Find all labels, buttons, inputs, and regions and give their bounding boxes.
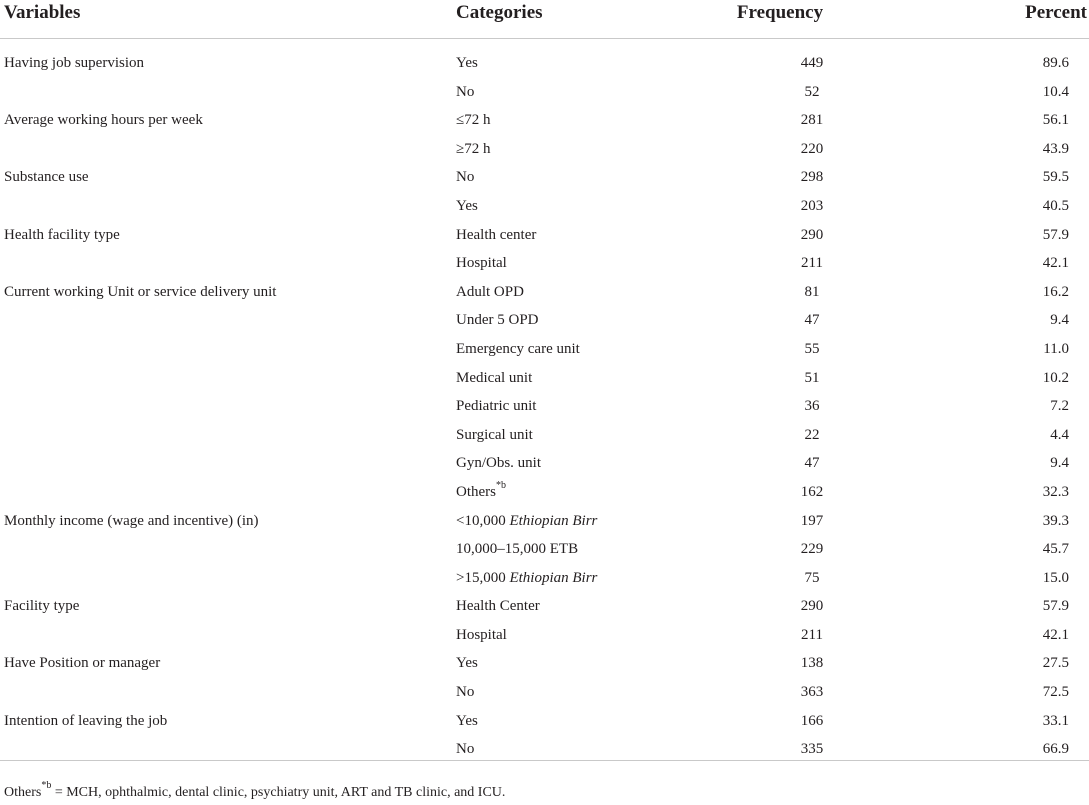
cell-variable: Monthly income (wage and incentive) (in) (4, 512, 259, 529)
cell-category-text: Medical unit (456, 369, 533, 386)
cell-category (456, 449, 541, 478)
table-header (0, 0, 1089, 39)
header-categories: Categories (456, 2, 543, 23)
table-row (0, 564, 1089, 593)
cell-category (456, 364, 532, 393)
cell-frequency: 298 (800, 169, 824, 186)
table-row (0, 678, 1089, 707)
table-row (0, 449, 1089, 478)
cell-percent: 56.1 (1042, 112, 1069, 129)
cell-variable: Have Position or manager (4, 655, 161, 672)
cell-frequency: 47 (804, 312, 820, 329)
cell-category-italic: Ethiopian Birr (509, 569, 598, 586)
cell-percent: 10.4 (1042, 83, 1069, 100)
table-row (0, 192, 1089, 221)
cell-variable: Having job supervision (4, 55, 144, 71)
table-row (0, 535, 1089, 564)
cell-category (456, 49, 478, 78)
table-row (0, 78, 1089, 107)
table-row (0, 106, 1089, 135)
cell-variable: Intention of leaving the job (4, 712, 168, 729)
table-row (0, 421, 1089, 450)
cell-percent: 72.5 (1042, 684, 1069, 701)
cell-category-text: Pediatric unit (456, 398, 537, 415)
table-row (0, 163, 1089, 192)
cell-percent: 89.6 (1042, 55, 1069, 71)
table-row (0, 649, 1089, 678)
cell-percent: 7.2 (1050, 398, 1069, 415)
table-bottom-rule (0, 760, 1089, 761)
cell-percent: 59.5 (1042, 169, 1069, 186)
cell-category-text: Health Center (456, 598, 540, 615)
cell-category-text: No (456, 741, 475, 758)
cell-frequency: 162 (800, 483, 824, 500)
cell-category-text: ≤72 h (456, 112, 491, 129)
cell-variable: Substance use (4, 169, 89, 186)
cell-percent: 42.1 (1042, 255, 1069, 272)
footnote-text: = MCH, ophthalmic, dental clinic, psychiatry unit, ART and TB clinic, and ICU. (51, 785, 506, 800)
cell-category-text: Yes (456, 655, 478, 672)
cell-percent: 42.1 (1042, 626, 1069, 643)
header-percent: Percent (1025, 2, 1087, 23)
cell-frequency: 197 (800, 512, 824, 529)
cell-category-text: Surgical unit (456, 426, 533, 443)
cell-category-text: Emergency care unit (456, 340, 580, 357)
cell-category (456, 421, 533, 450)
cell-category (456, 192, 478, 221)
cell-category (456, 306, 539, 335)
cell-frequency: 290 (800, 226, 824, 243)
footnote-sup: *b (41, 780, 52, 792)
cell-frequency: 290 (800, 598, 824, 615)
cell-variable: Current working Unit or service delivery unit (4, 283, 277, 300)
cell-percent: 57.9 (1042, 598, 1069, 615)
table-row (0, 335, 1089, 364)
cell-variable: Average working hours per week (4, 112, 203, 129)
cell-frequency: 47 (804, 455, 820, 472)
cell-percent: 57.9 (1042, 226, 1069, 243)
cell-percent: 39.3 (1042, 512, 1069, 529)
table-row (0, 135, 1089, 164)
cell-category-text: Health center (456, 226, 537, 243)
cell-frequency: 22 (804, 426, 820, 443)
cell-frequency: 51 (804, 369, 820, 386)
cell-category-text: Hospital (456, 626, 507, 643)
cell-frequency: 211 (801, 626, 823, 643)
cell-frequency: 75 (804, 569, 820, 586)
cell-percent: 10.2 (1042, 369, 1069, 386)
cell-category (456, 564, 597, 593)
cell-category (456, 478, 506, 507)
table-row (0, 478, 1089, 507)
cell-percent: 66.9 (1042, 741, 1069, 758)
cell-frequency: 166 (800, 712, 824, 729)
cell-category (456, 335, 580, 364)
cell-category (456, 221, 536, 250)
table-body (0, 39, 1089, 764)
cell-percent: 40.5 (1042, 197, 1069, 214)
cell-category-sup: *b (496, 479, 506, 491)
cell-category (456, 535, 578, 564)
cell-category (456, 106, 490, 135)
cell-percent: 32.3 (1042, 483, 1069, 500)
table-row (0, 507, 1089, 536)
cell-frequency: 220 (800, 140, 824, 157)
table-row (0, 49, 1089, 78)
cell-category (456, 507, 597, 536)
table-row (0, 221, 1089, 250)
cell-category-text: Under 5 OPD (456, 312, 539, 329)
table-row (0, 707, 1089, 736)
cell-variable: Facility type (4, 598, 80, 615)
table-row (0, 621, 1089, 650)
table-row (0, 592, 1089, 621)
cell-frequency: 55 (804, 340, 820, 357)
cell-category-text: >15,000 (456, 569, 510, 586)
cell-category-text: Yes (456, 712, 478, 729)
cell-category (456, 678, 474, 707)
cell-category-text: Yes (456, 197, 478, 214)
table-row (0, 249, 1089, 278)
cell-frequency: 363 (800, 684, 824, 701)
table-row (0, 364, 1089, 393)
cell-category-text: Gyn/Obs. unit (456, 455, 542, 472)
cell-category-text: 10,000–15,000 ETB (456, 541, 579, 558)
cell-percent: 9.4 (1050, 312, 1069, 329)
cell-category-text: Adult OPD (456, 283, 524, 300)
cell-category-text: Yes (456, 55, 478, 71)
cell-variable: Health facility type (4, 226, 120, 243)
cell-frequency: 138 (800, 655, 824, 672)
cell-category-text: Hospital (456, 255, 507, 272)
cell-category (456, 707, 478, 736)
cell-category (456, 163, 474, 192)
cell-category-italic: Ethiopian Birr (509, 512, 598, 529)
cell-category (456, 649, 478, 678)
cell-category (456, 592, 540, 621)
cell-category-text: No (456, 83, 475, 100)
cell-frequency: 335 (800, 741, 824, 758)
cell-frequency: 36 (804, 398, 820, 415)
cell-frequency: 52 (804, 83, 820, 100)
cell-category (456, 278, 524, 307)
cell-category (456, 78, 474, 107)
cell-category-text: ≥72 h (456, 140, 491, 157)
cell-percent: 45.7 (1042, 541, 1069, 558)
cell-frequency: 203 (800, 197, 824, 214)
cell-frequency: 211 (801, 255, 823, 272)
cell-category-text: No (456, 684, 475, 701)
cell-category (456, 621, 507, 650)
table-footnote (4, 780, 506, 802)
cell-percent: 9.4 (1050, 455, 1069, 472)
cell-frequency: 449 (800, 55, 824, 71)
cell-percent: 16.2 (1042, 283, 1069, 300)
cell-category (456, 392, 536, 421)
cell-percent: 4.4 (1050, 426, 1069, 443)
cell-percent: 33.1 (1042, 712, 1069, 729)
table-row (0, 278, 1089, 307)
cell-category (456, 135, 490, 164)
table-row (0, 392, 1089, 421)
cell-category-text: Others (456, 483, 496, 500)
cell-frequency: 229 (800, 541, 824, 558)
cell-percent: 27.5 (1042, 655, 1069, 672)
header-frequency: Frequency (736, 2, 824, 23)
table-row (0, 306, 1089, 335)
cell-percent: 43.9 (1042, 140, 1069, 157)
cell-category-text: No (456, 169, 475, 186)
cell-percent: 11.0 (1043, 340, 1069, 357)
footnote-label: Others (4, 785, 42, 800)
header-variables: Variables (4, 2, 81, 23)
cell-percent: 15.0 (1042, 569, 1069, 586)
cell-category (456, 249, 507, 278)
cell-frequency: 81 (804, 283, 820, 300)
cell-frequency: 281 (800, 112, 824, 129)
cell-category-text: <10,000 (456, 512, 510, 529)
